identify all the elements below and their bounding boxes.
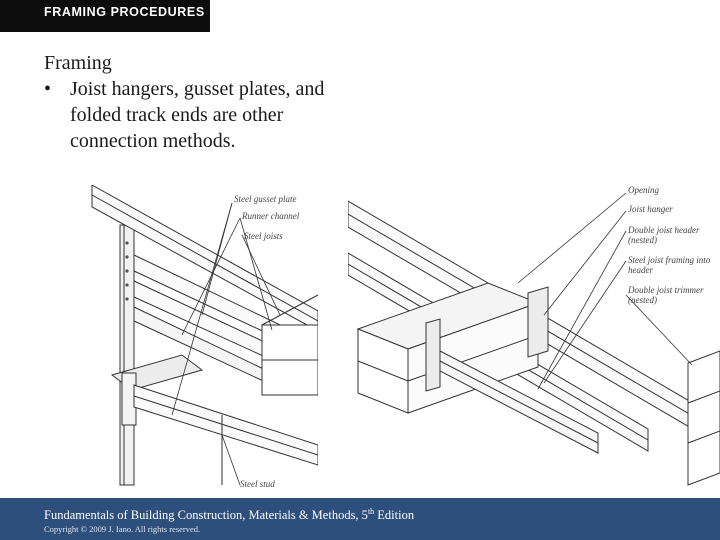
label-double-joist-trimmer: Double joist trimmer (628, 285, 704, 295)
label-steel-stud: Steel stud (240, 479, 275, 489)
label-runner-channel: Runner channel (242, 211, 300, 221)
footer-title: Fundamentals of Building Construction, Materials & Methods, 5 (44, 508, 368, 523)
label-steel-gusset-plate: Steel gusset plate (234, 194, 297, 204)
footer-citation (44, 507, 414, 523)
slide-content (44, 50, 464, 154)
gusset-plate-illustration (72, 185, 318, 493)
joist-hanger-illustration (348, 183, 720, 497)
label-double-joist-trimmer-nested: (nested) (628, 295, 657, 305)
gusset-plate-drawing (72, 185, 318, 493)
bullet-text: Joist hangers, gusset plates, and folded track ends are other connection methods. (70, 78, 325, 152)
footer-sup: th (367, 507, 375, 516)
label-steel-joists: Steel joists (244, 231, 283, 241)
label-opening: Opening (628, 185, 659, 195)
label-double-joist-header: Double joist header (628, 225, 700, 235)
bullet-item (44, 76, 464, 154)
section-header: FRAMING PROCEDURES (0, 0, 210, 32)
bullet-marker: • (44, 78, 52, 100)
label-steel-joist-framing-header: header (628, 265, 653, 275)
joist-hanger-drawing (348, 183, 720, 497)
footer-edition: Edition (374, 508, 415, 523)
label-double-joist-header-nested: (nested) (628, 235, 657, 245)
label-joist-hanger: Joist hanger (628, 204, 673, 214)
footer-copyright: Copyright © 2009 J. Iano. All rights reserved. (44, 524, 201, 534)
slide-footer (0, 498, 720, 540)
slide-heading: Framing (44, 52, 112, 74)
label-steel-joist-framing: Steel joist framing into (628, 255, 711, 265)
